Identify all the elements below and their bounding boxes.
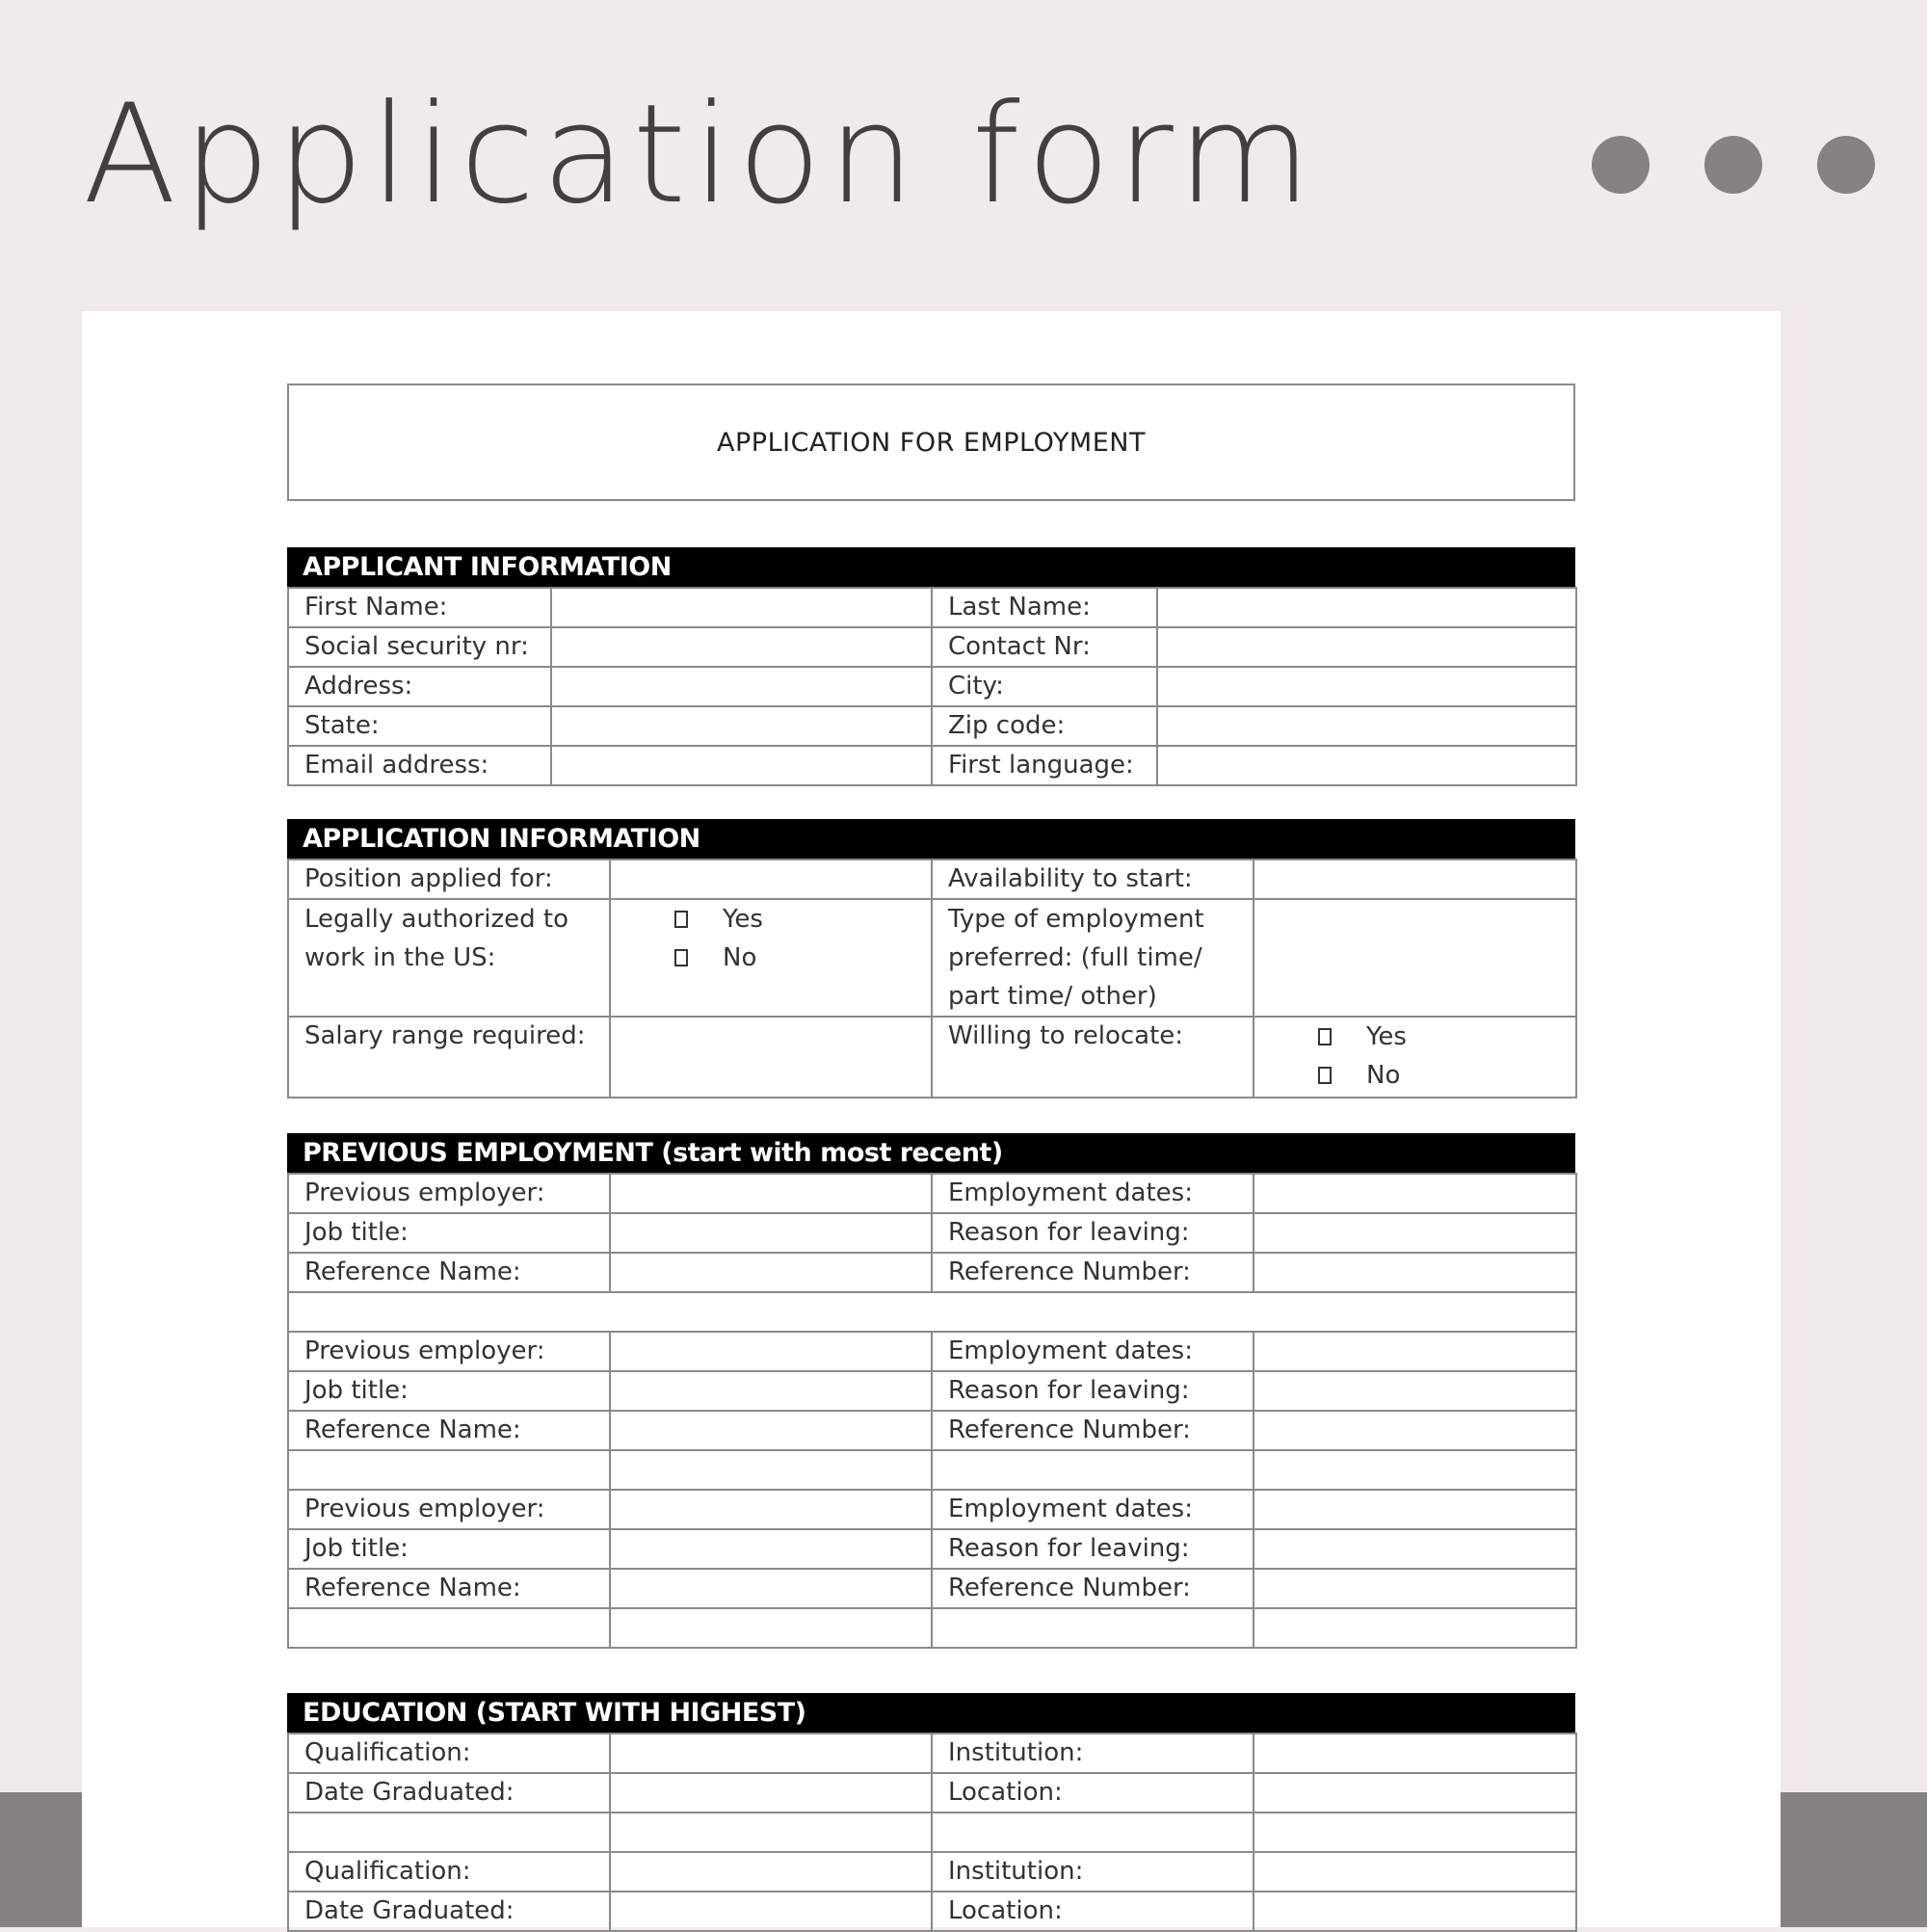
option-label: No bbox=[723, 942, 757, 972]
field-label: Availability to start: bbox=[932, 860, 1254, 899]
spacer-cell bbox=[288, 1608, 610, 1648]
availability-field[interactable] bbox=[1254, 860, 1576, 899]
reason-for-leaving-field[interactable] bbox=[1254, 1371, 1576, 1411]
employment-type-field[interactable] bbox=[1254, 899, 1576, 1017]
position-field[interactable] bbox=[610, 860, 932, 899]
table-row bbox=[288, 1852, 1576, 1892]
field-label: Zip code: bbox=[932, 706, 1157, 746]
field-label: Job title: bbox=[288, 1213, 610, 1253]
field-label: Employment dates: bbox=[932, 1174, 1254, 1213]
dot-icon bbox=[1592, 136, 1650, 194]
field-label: Social security nr: bbox=[288, 627, 551, 667]
contact-number-field[interactable] bbox=[1157, 627, 1576, 667]
spacer-cell bbox=[932, 1608, 1254, 1648]
spacer-cell bbox=[610, 1450, 932, 1490]
field-label: Reason for leaving: bbox=[932, 1529, 1254, 1569]
field-label: First Name: bbox=[288, 588, 551, 627]
field-label: Institution: bbox=[932, 1734, 1254, 1773]
employer-field[interactable] bbox=[610, 1332, 932, 1371]
table-row bbox=[288, 1411, 1576, 1450]
application-information-section bbox=[287, 819, 1575, 1098]
spacer-cell bbox=[610, 1608, 932, 1648]
field-label: Reason for leaving: bbox=[932, 1371, 1254, 1411]
job-title-field[interactable] bbox=[610, 1529, 932, 1569]
field-label: Previous employer: bbox=[288, 1332, 610, 1371]
reason-for-leaving-field[interactable] bbox=[1254, 1529, 1576, 1569]
table-row bbox=[288, 1608, 1576, 1648]
salary-range-field[interactable] bbox=[610, 1017, 932, 1098]
field-label: Employment dates: bbox=[932, 1332, 1254, 1371]
authorized-yes-option[interactable] bbox=[674, 900, 931, 939]
field-label: Location: bbox=[932, 1773, 1254, 1813]
spacer-cell bbox=[288, 1450, 610, 1490]
table-row bbox=[288, 1450, 1576, 1490]
section-heading: EDUCATION (START WITH HIGHEST) bbox=[287, 1693, 1575, 1733]
field-label: Employment dates: bbox=[932, 1490, 1254, 1529]
field-label: Date Graduated: bbox=[288, 1892, 610, 1931]
table-row bbox=[288, 706, 1576, 746]
qualification-field[interactable] bbox=[610, 1734, 932, 1773]
table-row bbox=[288, 1213, 1576, 1253]
field-label: Location: bbox=[932, 1892, 1254, 1931]
field-label: Reference Number: bbox=[932, 1411, 1254, 1450]
field-label: Email address: bbox=[288, 746, 551, 785]
reference-name-field[interactable] bbox=[610, 1569, 932, 1608]
field-label: Institution: bbox=[932, 1852, 1254, 1892]
application-information-table bbox=[287, 859, 1577, 1098]
table-row bbox=[288, 860, 1576, 899]
form-sheet bbox=[82, 311, 1781, 1927]
field-label: Reason for leaving: bbox=[932, 1213, 1254, 1253]
field-label: Qualification: bbox=[288, 1734, 610, 1773]
field-label: State: bbox=[288, 706, 551, 746]
city-field[interactable] bbox=[1157, 667, 1576, 706]
last-name-field[interactable] bbox=[1157, 588, 1576, 627]
reference-number-field[interactable] bbox=[1254, 1569, 1576, 1608]
email-field[interactable] bbox=[551, 746, 932, 785]
authorized-options bbox=[610, 899, 932, 1017]
checkbox-icon[interactable] bbox=[674, 911, 688, 928]
table-row bbox=[288, 1734, 1576, 1773]
table-row bbox=[288, 1892, 1576, 1931]
document-title: APPLICATION FOR EMPLOYMENT bbox=[287, 384, 1575, 501]
table-row bbox=[288, 1813, 1576, 1852]
location-field[interactable] bbox=[1254, 1773, 1576, 1813]
option-label: Yes bbox=[1366, 1021, 1407, 1051]
spacer-cell bbox=[1254, 1813, 1576, 1852]
section-heading: APPLICATION INFORMATION bbox=[287, 819, 1575, 859]
table-row bbox=[288, 1017, 1576, 1098]
field-label: Reference Number: bbox=[932, 1569, 1254, 1608]
first-name-field[interactable] bbox=[551, 588, 932, 627]
reference-number-field[interactable] bbox=[1254, 1411, 1576, 1450]
table-row bbox=[288, 667, 1576, 706]
spacer-cell bbox=[288, 1813, 610, 1852]
section-heading: APPLICANT INFORMATION bbox=[287, 547, 1575, 587]
institution-field[interactable] bbox=[1254, 1852, 1576, 1892]
field-label: Date Graduated: bbox=[288, 1773, 610, 1813]
option-label: No bbox=[1366, 1060, 1401, 1090]
table-row bbox=[288, 1490, 1576, 1529]
option-label: Yes bbox=[723, 904, 763, 934]
table-row bbox=[288, 1253, 1576, 1292]
field-label: Previous employer: bbox=[288, 1174, 610, 1213]
table-row bbox=[288, 1332, 1576, 1371]
education-section bbox=[287, 1693, 1575, 1932]
field-label: Job title: bbox=[288, 1529, 610, 1569]
state-field[interactable] bbox=[551, 706, 932, 746]
section-heading: PREVIOUS EMPLOYMENT (start with most recent) bbox=[287, 1133, 1575, 1173]
dot-icon bbox=[1704, 136, 1762, 194]
employment-dates-field[interactable] bbox=[1254, 1490, 1576, 1529]
field-label: Reference Name: bbox=[288, 1569, 610, 1608]
spacer-cell bbox=[1254, 1450, 1576, 1490]
social-security-field[interactable] bbox=[551, 627, 932, 667]
spacer-cell bbox=[1254, 1608, 1576, 1648]
relocate-no-option[interactable] bbox=[1318, 1056, 1575, 1095]
field-label: City: bbox=[932, 667, 1157, 706]
field-label: Address: bbox=[288, 667, 551, 706]
field-label: Reference Number: bbox=[932, 1253, 1254, 1292]
relocate-yes-option[interactable] bbox=[1318, 1018, 1575, 1056]
previous-employment-table bbox=[287, 1173, 1577, 1649]
field-label: Qualification: bbox=[288, 1852, 610, 1892]
field-label: Position applied for: bbox=[288, 860, 610, 899]
employer-field[interactable] bbox=[610, 1174, 932, 1213]
field-label: Salary range required: bbox=[288, 1017, 610, 1098]
field-label: Last Name: bbox=[932, 588, 1157, 627]
reason-for-leaving-field[interactable] bbox=[1254, 1213, 1576, 1253]
spacer-row bbox=[288, 1292, 1576, 1332]
table-row bbox=[288, 1529, 1576, 1569]
employment-dates-field[interactable] bbox=[1254, 1332, 1576, 1371]
first-language-field[interactable] bbox=[1157, 746, 1576, 785]
date-graduated-field[interactable] bbox=[610, 1773, 932, 1813]
table-row bbox=[288, 1174, 1576, 1213]
checkbox-icon[interactable] bbox=[1318, 1067, 1332, 1084]
table-row bbox=[288, 1292, 1576, 1332]
field-label: Previous employer: bbox=[288, 1490, 610, 1529]
institution-field[interactable] bbox=[1254, 1734, 1576, 1773]
checkbox-icon[interactable] bbox=[1318, 1028, 1332, 1045]
job-title-field[interactable] bbox=[610, 1371, 932, 1411]
reference-number-field[interactable] bbox=[1254, 1253, 1576, 1292]
checkbox-icon[interactable] bbox=[674, 949, 688, 966]
address-field[interactable] bbox=[551, 667, 932, 706]
dot-icon bbox=[1817, 136, 1875, 194]
field-label: Legally authorized to work in the US: bbox=[288, 899, 610, 1017]
table-row bbox=[288, 746, 1576, 785]
spacer-cell bbox=[932, 1813, 1254, 1852]
field-label: Reference Name: bbox=[288, 1411, 610, 1450]
location-field[interactable] bbox=[1254, 1892, 1576, 1931]
applicant-information-table bbox=[287, 587, 1577, 786]
spacer-cell bbox=[610, 1813, 932, 1852]
page-title: Application form bbox=[83, 75, 1318, 234]
applicant-information-section bbox=[287, 547, 1575, 786]
authorized-no-option[interactable] bbox=[674, 939, 931, 977]
field-label: First language: bbox=[932, 746, 1157, 785]
employer-field[interactable] bbox=[610, 1490, 932, 1529]
field-label: Job title: bbox=[288, 1371, 610, 1411]
table-row bbox=[288, 627, 1576, 667]
employment-dates-field[interactable] bbox=[1254, 1174, 1576, 1213]
table-row bbox=[288, 1569, 1576, 1608]
table-row bbox=[288, 1371, 1576, 1411]
zip-code-field[interactable] bbox=[1157, 706, 1576, 746]
field-label: Type of employment preferred: (full time/ part time/ other) bbox=[932, 899, 1254, 1017]
table-row bbox=[288, 899, 1576, 1017]
field-label: Reference Name: bbox=[288, 1253, 610, 1292]
previous-employment-section bbox=[287, 1133, 1575, 1649]
field-label: Willing to relocate: bbox=[932, 1017, 1254, 1098]
spacer-cell bbox=[932, 1450, 1254, 1490]
table-row bbox=[288, 588, 1576, 627]
field-label: Contact Nr: bbox=[932, 627, 1157, 667]
education-table bbox=[287, 1733, 1577, 1932]
date-graduated-field[interactable] bbox=[610, 1892, 932, 1931]
table-row bbox=[288, 1773, 1576, 1813]
relocate-options bbox=[1254, 1017, 1576, 1098]
reference-name-field[interactable] bbox=[610, 1253, 932, 1292]
reference-name-field[interactable] bbox=[610, 1411, 932, 1450]
qualification-field[interactable] bbox=[610, 1852, 932, 1892]
job-title-field[interactable] bbox=[610, 1213, 932, 1253]
